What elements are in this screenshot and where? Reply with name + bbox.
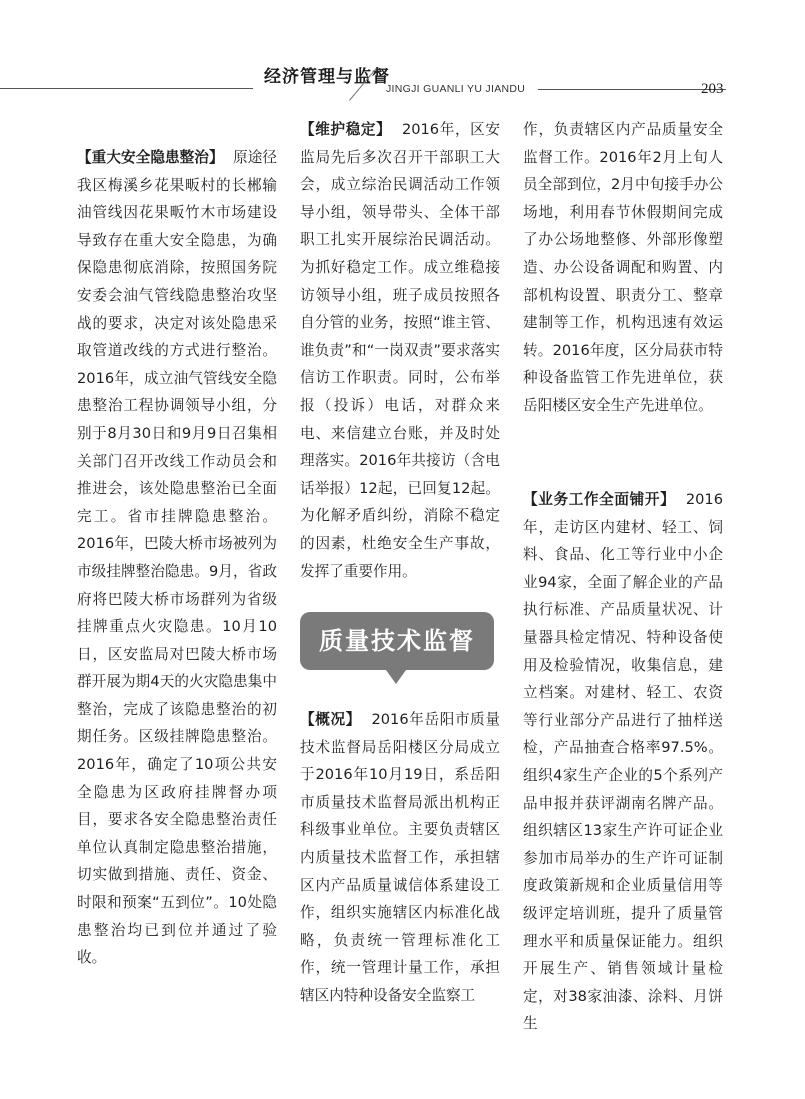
paragraph-overview <box>300 706 500 1010</box>
paragraph-keyword: 【重大安全隐患整治】 <box>77 149 224 166</box>
paragraph-body: 原途径我区梅溪乡花果畈村的长郴输油管线因花果畈竹木市场建设导致存在重大安全隐患，为确保隐患彻底消除，按照国务院安委会油气管线隐患整治攻坚战的要求，决定对该处隐患采取管道改线的方式进行整治。2016年，成立油气管线安全隐患整治工程协调领导小组，分别于8月30日和9月9日召集相关部门召开改线工作动员会和推进会，该处隐患整治已全面完工。省市挂牌隐患整治。2016年，巴陵大桥市场被列为市级挂牌整治隐患。9月，省政府将巴陵大桥市场群列为省级挂牌重点火灾隐患。10月10日，区安监局对巴陵大桥市场群开展为期4天的火灾隐患集中整治，完成了该隐患整治的初期任务。区级挂牌隐患整治。2016年，确定了10项公共安全隐患为区政府挂牌督办项目，要求各安全隐患整治责任单位认真制定隐患整治措施，切实做到措施、责任、资金、时限和预案“五到位”。10处隐患整治均已到位并通过了验收。 <box>77 149 277 967</box>
column-1 <box>77 144 277 972</box>
section-title: 经济管理与监督 <box>264 67 390 87</box>
paragraph-keyword: 【业务工作全面铺开】 <box>523 491 676 508</box>
section-subtitle-pinyin: JINGJI GUANLI YU JIANDU <box>386 83 526 95</box>
section-banner-title: 质量技术监督 <box>319 626 475 655</box>
header-rule-left <box>0 88 253 89</box>
paragraph-keyword: 【维护稳定】 <box>300 121 392 138</box>
paragraph-body: 2016年，区安监局先后多次召开干部职工大会，成立综治民调活动工作领导小组，领导带头、全体干部职工扎实开展综治民调活动。为抓好稳定工作。成立维稳接访领导小组，班子成员按照各自分管的业务，按照“谁主管、谁负责”和“一岗双责”要求落实信访工作职责。同时，公布举报（投诉）电话，对群众来电、来信建立台账，并及时处理落实。2016年共接访（含电话举报）12起，已回复12起。为化解矛盾纠纷，消除不稳定的因素，杜绝安全生产事故，发挥了重要作用。 <box>300 121 501 580</box>
paragraph-overview-continued <box>523 116 723 420</box>
paragraph-body: 2016年，走访区内建材、轻工、饲料、食品、化工等行业中小企业94家，全面了解企业的产品执行标准、产品质量状况、计量器具检定情况、特种设备使用及检验情况，收集信息，建立档案。对建材、轻工、农资等行业部分产品进行了抽样送检，产品抽查合格率97.5%。组织4家生产企业的5个系列产品申报并获评湖南名牌产品。组织辖区13家生产许可证企业参加市局举办的生产许可证制度政策新规和企业质量信用等级评定培训班，提升了质量管理水平和质量保证能力。组织开展生产、销售领域计量检定，对38家油漆、涂料、月饼生 <box>523 491 723 1033</box>
column-3-bottom <box>523 486 723 1038</box>
banner-pointer-icon <box>386 670 406 684</box>
paragraph-keyword: 【概况】 <box>300 711 361 728</box>
paragraph-body: 2016年岳阳市质量技术监督局岳阳楼区分局成立于2016年10月19日，系岳阳市质量技术监督局派出机构正科级事业单位。主要负责辖区内质量技术监督工作，承担辖区内产品质量诚信体系建设工作，组织实施辖区内标准化战略，负责统一管理标准化工作，统一管理计量工作，承担辖区内特种设备安全监察工 <box>300 711 500 1004</box>
paragraph-stability <box>300 116 500 585</box>
column-2-top <box>300 116 500 585</box>
column-2-bottom <box>300 706 500 1010</box>
paragraph-business-work <box>523 486 723 1038</box>
paragraph-safety-hazard <box>77 144 277 972</box>
column-3-top <box>523 116 723 420</box>
header-rule-right <box>538 89 726 90</box>
section-banner <box>300 612 494 670</box>
page-number: 203 <box>701 81 724 97</box>
paragraph-body: 作，负责辖区内产品质量安全监督工作。2016年2月上旬人员全部到位，2月中旬接手办公场地，利用春节休假期间完成了办公场地整修、外部形像塑造、办公设备调配和购置、内部机构设置、职责分工、整章建制等工作，机构迅速有效运转。2016年度，区分局获市特种设备监管工作先进单位，获岳阳楼区安全生产先进单位。 <box>523 121 723 414</box>
